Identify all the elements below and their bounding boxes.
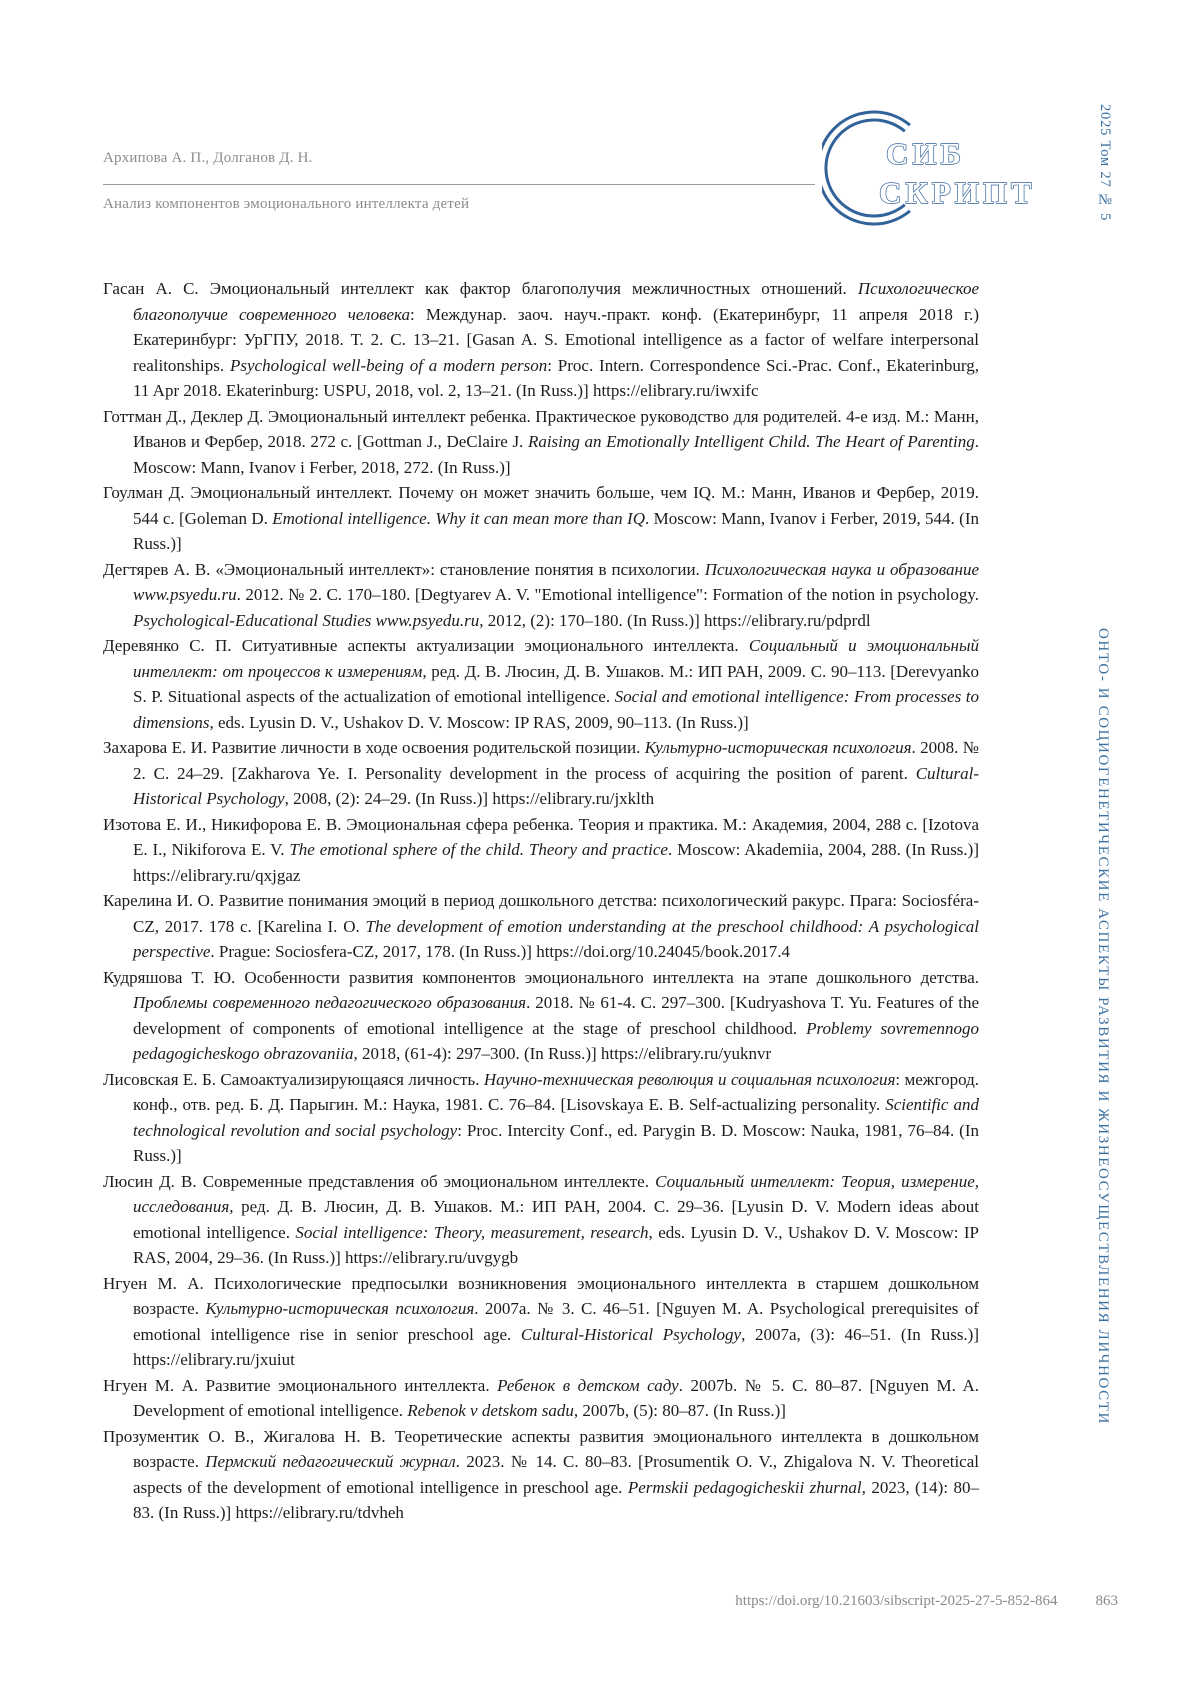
reference-text: Psychological well-being of a modern person — [229, 355, 548, 375]
reference-text: Scientific and technological revolution and social psychology — [133, 1095, 979, 1140]
reference-text: Rebenok v detskom sadu — [407, 1401, 574, 1420]
reference-link[interactable]: https://elibrary.ru/iwxifc — [592, 381, 759, 400]
reference-item — [103, 404, 979, 481]
reference-text: Люсин Д. В. Современные представления об эмоциональном интеллекте. — [103, 1171, 656, 1191]
reference-text: Захарова Е. И. Развитие личности в ходе освоения родительской позиции. — [103, 738, 645, 757]
reference-text: , eds. Lyusin D. V., Ushakov D. V. Moscow: IP RAS, 2004, 29–36. (In Russ.)] — [133, 1222, 979, 1267]
reference-text: , 2023, (14): 80–83. (In Russ.)] — [133, 1477, 980, 1522]
reference-text: Дегтярев А. В. «Эмоциональный интеллект»: становление понятия в психологии. — [103, 559, 705, 579]
reference-text: The emotional sphere of the child. Theory and practice — [289, 840, 668, 859]
reference-item — [103, 633, 979, 735]
reference-link[interactable]: https://elibrary.ru/tdvheh — [235, 1503, 404, 1522]
reference-text: Социальный интеллект: Теория, измерение, исследования, — [133, 1171, 979, 1216]
reference-link[interactable]: https://doi.org/10.24045/book.2017.4 — [536, 942, 790, 961]
reference-item — [103, 276, 979, 404]
reference-text: . 2012. № 2. С. 170–180. [Degtyarev A. V. "Emotional intelligence": Formation of the notion in psychology. — [236, 585, 979, 604]
reference-text: Изотова Е. И., Никифорова Е. В. Эмоциональная сфера ребенка. Теория и практика. М.: Академия, 2004, 288 с. [Izotova E. I., Nikiforova E. V. — [103, 814, 979, 859]
reference-text: . Moscow: Mann, Ivanov i Ferber, 2018, 272. (In Russ.)] — [133, 432, 979, 477]
footer-doi-link[interactable]: https://doi.org/10.21603/sibscript-2025-27-5-852-864 — [735, 1593, 1058, 1609]
reference-text: Гоулман Д. Эмоциональный интеллект. Почему он может значить больше, чем IQ. М.: Манн, Иванов и Фербер, 2019. 544 с. [Goleman D. — [103, 483, 979, 528]
reference-item — [103, 1067, 979, 1169]
reference-link[interactable]: https://elibrary.ru/pdprdl — [704, 610, 871, 630]
reference-text: . Moscow: Mann, Ivanov i Ferber, 2019, 544. (In Russ.)] — [133, 508, 979, 553]
reference-text: , 2018, (61-4): 297–300. (In Russ.)] — [353, 1044, 601, 1063]
reference-text: Психологическое благополучие современного человека — [133, 279, 979, 324]
volume-issue-label: 2025 Том 27 № 5 — [1097, 104, 1113, 222]
reference-text: Пермский педагогический журнал — [205, 1452, 456, 1471]
reference-text: Emotional intelligence. Why it can mean more than IQ — [272, 508, 645, 528]
reference-item — [103, 557, 979, 634]
reference-text: . 2007a. № 3. С. 46–51. [Nguyen M. A. Psychological prerequisites of emotional intelligence rise in senior preschool age. — [133, 1299, 979, 1344]
reference-text: : межгород. конф., отв. ред. Б. Д. Парыгин. М.: Наука, 1981. С. 76–84. [Lisovskaya E. B. Self-actualizing personality. — [133, 1069, 980, 1114]
sibscript-logo-mark — [822, 102, 1052, 234]
reference-text: Кудряшова Т. Ю. Особенности развития компонентов эмоционального интеллекта на этапе дошкольного детства. — [103, 967, 979, 987]
reference-text: : Proc. Intercity Conf., ed. Parygin B. D. Moscow: Nauka, 1981, 76–84. (In Russ.)] — [133, 1120, 980, 1165]
reference-text: . 2018. № 61-4. С. 297–300. [Kudryashova T. Yu. Features of the development of components of emotional intelligence at the stage of preschool childhood. — [133, 993, 980, 1038]
reference-text: Social intelligence: Theory, measurement, research — [295, 1222, 649, 1242]
reference-text: Прозументик О. В., Жигалова Н. В. Теоретические аспекты развития эмоционального интеллекта в дошкольном возрасте. — [103, 1426, 979, 1471]
reference-link[interactable]: https://elibrary.ru/qxjgaz — [133, 865, 301, 885]
reference-text: Лисовская Е. Б. Самоактуализирующаяся личность. — [103, 1069, 484, 1089]
reference-text: . Prague: Sociosfera-CZ, 2017, 178. (In Russ.)] — [210, 942, 537, 961]
reference-text: The development of emotion understanding at the preschool childhood: A psychological perspective — [133, 916, 980, 961]
reference-text: Raising an Emotionally Intelligent Child. The Heart of Parenting — [527, 432, 975, 451]
reference-text: Культурно-историческая психология — [205, 1299, 475, 1318]
section-title-vertical: ОНТО- И СОЦИОГЕНЕТИЧЕСКИЕ АСПЕКТЫ РАЗВИТИЯ И ЖИЗНЕОСУЩЕСТВЛЕНИЯ ЛИЧНОСТИ — [1095, 628, 1111, 1425]
reference-text: : Proc. Intern. Correspondence Sci.-Prac. Conf., Ekaterinburg, 11 Apr 2018. Ekaterinburg: USPU, 2018, vol. 2, 13–21. (In Russ.)] — [133, 355, 979, 400]
reference-text: , 2012, (2): 170–180. (In Russ.)] — [479, 610, 705, 630]
reference-text: Cultural-Historical Psychology — [520, 1324, 742, 1344]
reference-text: Готтман Д., Деклер Д. Эмоциональный интеллект ребенка. Практическое руководство для родителей. 4-е изд. М.: Манн, Иванов и Фербер, 2018. 272 с. [Gottman J., DeClaire J. — [103, 406, 979, 451]
reference-text: Проблемы современного педагогического образования — [133, 993, 527, 1012]
reference-text: Нгуен М. А. Психологические предпосылки возникновения эмоционального интеллекта в старшем дошкольном возрасте. — [103, 1273, 979, 1318]
reference-text: . 2023. № 14. С. 80–83. [Prosumentik O. V., Zhigalova N. V. Theoretical aspects of the development of emotional intelligence in preschool age. — [133, 1452, 979, 1497]
reference-text: Ребенок в детском саду — [497, 1375, 679, 1395]
reference-item — [103, 888, 979, 965]
reference-text: . Moscow: Akademiia, 2004, 288. (In Russ.)] — [667, 840, 979, 859]
reference-text: Social and emotional intelligence: From processes to dimensions — [133, 687, 980, 732]
reference-text: , ред. Д. В. Люсин, Д. В. Ушаков. М.: ИП РАН, 2009. С. 90–113. [Derevyanko S. P. Situational aspects of the actualization of emotional intelligence. — [133, 661, 979, 706]
reference-text: , 2007a, (3): 46–51. (In Russ.)] — [741, 1324, 980, 1344]
reference-link[interactable]: https://elibrary.ru/yuknvr — [600, 1044, 772, 1063]
logo-line2: СКРИПТ — [879, 175, 1036, 210]
reference-text: Карелина И. О. Развитие понимания эмоций в период дошкольного детства: психологический ракурс. Прага: Sociosféra-CZ, 2017. 178 с. [Karelina I. O. — [103, 891, 979, 936]
reference-text: : Междунар. заоч. науч.-практ. конф. (Екатеринбург, 11 апреля 2018 г.) Екатеринбург: УрГПУ, 2018. Т. 2. С. 13–21. [Gasan A. S. Emotional intelligence as a factor of welfare interpersonal realitonships. — [133, 304, 979, 375]
running-head-article-title: Анализ компонентов эмоционального интеллекта детей — [103, 196, 470, 212]
reference-item — [103, 965, 979, 1067]
reference-text: Cultural-Historical Psychology — [133, 763, 979, 808]
reference-text: , eds. Lyusin D. V., Ushakov D. V. Moscow: IP RAS, 2009, 90–113. (In Russ.)] — [209, 712, 749, 732]
reference-text: Нгуен М. А. Развитие эмоционального интеллекта. — [103, 1375, 498, 1395]
reference-text: Psychological-Educational Studies www.psyedu.ru — [133, 610, 480, 630]
reference-link[interactable]: https://elibrary.ru/jxklth — [492, 789, 655, 808]
reference-text: , 2008, (2): 24–29. (In Russ.)] — [284, 789, 493, 808]
page-number: 863 — [1095, 1593, 1118, 1609]
reference-text: ред. Д. В. Люсин, Д. В. Ушаков. М.: ИП РАН, 2004. С. 29–36. [Lyusin D. V. Modern ideas about emotional intelligence. — [133, 1197, 979, 1242]
reference-link[interactable]: https://elibrary.ru/jxuiut — [133, 1350, 295, 1369]
reference-item — [103, 1169, 979, 1271]
reference-item — [103, 812, 979, 889]
reference-text: Культурно-историческая психология — [644, 738, 912, 757]
reference-text: Problemy sovremennogo pedagogicheskogo obrazovaniia — [133, 1018, 979, 1063]
reference-text: Социальный и эмоциональный интеллект: от процессов к измерениям — [133, 636, 979, 681]
reference-item — [103, 480, 979, 557]
reference-text: . 2008. № 2. С. 24–29. [Zakharova Ye. I. Personality development in the process of acquiring the position of parent. — [133, 738, 979, 783]
reference-item — [103, 1424, 979, 1526]
sibscript-logo — [822, 102, 1052, 234]
running-head-rule — [103, 184, 815, 185]
reference-item — [103, 1271, 979, 1373]
reference-text: Permskii pedagogicheskii zhurnal — [627, 1477, 862, 1497]
reference-text: Научно-техническая революция и социальная психология — [483, 1069, 896, 1089]
reference-text: Гасан А. С. Эмоциональный интеллект как фактор благополучия межличностных отношений. — [103, 279, 858, 298]
references-list — [103, 276, 979, 1526]
reference-text: , 2007b, (5): 80–87. (In Russ.)] — [573, 1401, 786, 1420]
reference-link[interactable]: https://elibrary.ru/uvgygb — [345, 1248, 519, 1267]
reference-text: . 2007b. № 5. С. 80–87. [Nguyen M. A. Development of emotional intelligence. — [133, 1375, 979, 1420]
reference-item — [103, 735, 979, 812]
reference-item — [103, 1373, 979, 1424]
running-head-authors: Архипова А. П., Долганов Д. Н. — [103, 150, 313, 166]
reference-text: Деревянко С. П. Ситуативные аспекты актуализации эмоционального интеллекта. — [103, 636, 749, 655]
page-footer — [103, 1593, 1118, 1610]
logo-line1: СИБ — [886, 136, 965, 171]
reference-text: Психологическая наука и образование www.psyedu.ru — [133, 559, 979, 604]
